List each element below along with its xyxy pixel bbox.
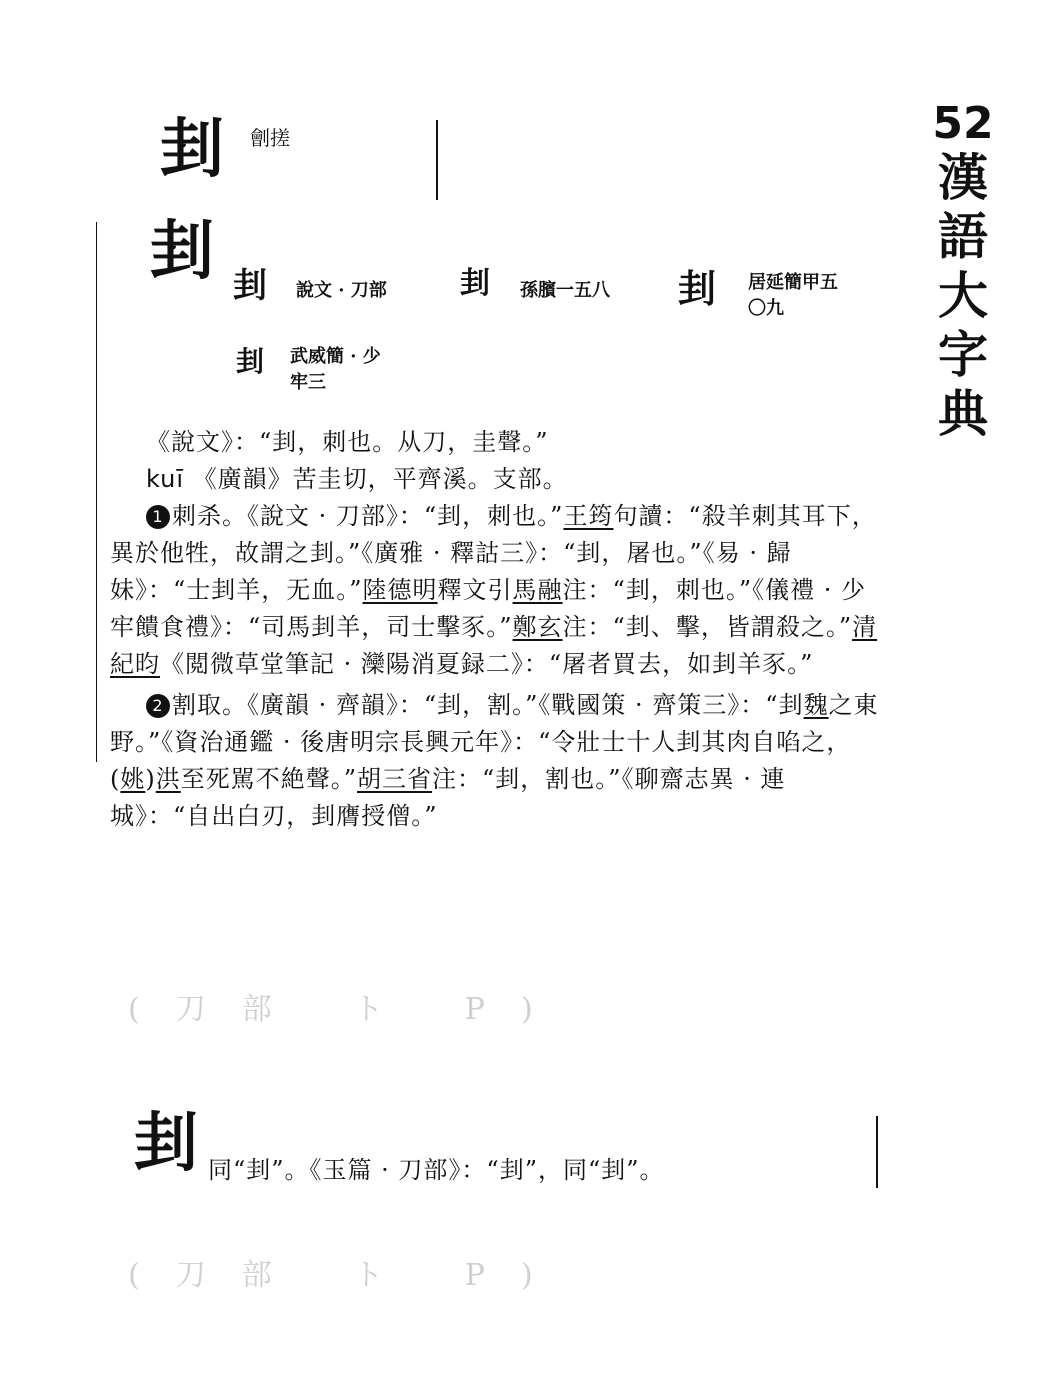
proper-name: 王筠 (563, 502, 614, 530)
sense-number-badge: 1 (146, 505, 170, 529)
historical-form-source: 牢三 (290, 372, 326, 393)
proper-name: 馬融 (512, 576, 563, 604)
sense-text: ) (145, 765, 156, 793)
sense-text: 釋文引 (437, 576, 513, 604)
entry3-definition: 同“刲”。《玉篇 · 刀部》：“刲”，同“刲”。 (208, 1156, 665, 1184)
book-title-char: 語 (938, 207, 988, 267)
historical-form-glyph: 刲 (236, 345, 263, 378)
proper-name: 清紀昀 (110, 613, 878, 678)
pinyin: kuī (146, 465, 185, 493)
shuowen-definition: 《說文》：“刲，刺也。从刀，圭聲。” (146, 428, 549, 456)
book-title-char: 字 (938, 325, 988, 385)
margin-rule (876, 1116, 878, 1188)
proper-name: 姚 (120, 765, 146, 793)
sense-text: 至死駡不絶聲。” (180, 765, 358, 793)
entry1-head-character: 刲 (160, 112, 224, 187)
book-title-char: 漢 (938, 148, 988, 208)
sense-text: 注：“刲，割也。”《聊齋志異 · 連城》：“自出白刃，刲膺授僧。” (110, 765, 786, 830)
proper-name: 胡三省 (357, 765, 433, 793)
sense-text: 注：“刲，刺也。”《儀禮 · 少牢饋食禮》：“司馬刲羊，司士擊豕。” (110, 576, 866, 641)
book-title-column (928, 100, 998, 443)
historical-form-source: 居延簡甲五 (748, 272, 838, 293)
book-title-char: 典 (938, 384, 988, 444)
entry2-body (110, 424, 880, 835)
book-title-char: 大 (938, 266, 988, 326)
sense-text: 句讀：“殺羊刺其耳下，異於他牲，故謂之刲。”《廣雅 · 釋詁三》：“刲，屠也。”《易 · 歸妹》：“士刲羊，无血。” (110, 502, 877, 604)
entry3-head-character: 刲 (134, 1106, 198, 1181)
proper-name: 陸德明 (362, 576, 438, 604)
sense-1 (110, 498, 880, 683)
historical-form-glyph: 刲 (233, 266, 265, 306)
margin-rule (96, 222, 97, 762)
guangyun-reading: 《廣韻》苦圭切，平齊溪。支部。 (192, 465, 568, 493)
sense-text: 《閲微草堂筆記 · 灤陽消夏録二》：“屠者買去，如刲羊豕。” (160, 650, 814, 678)
historical-form-glyph: 刲 (678, 266, 715, 311)
sense-text: 刺杀。《說文 · 刀部》：“刲，刺也。” (172, 502, 564, 530)
proper-name: 魏 (803, 691, 829, 719)
page-number: 52 (932, 98, 994, 149)
entry2-head-character: 刲 (150, 214, 214, 289)
faint-annotation: (刀部 ト P) (128, 1258, 569, 1293)
historical-form-source: 孫臏一五八 (520, 280, 610, 301)
sense-text: 之東野。”《資治通鑑 · 後唐明宗長興元年》：“令壯士十人刲其肉自啗之，( (110, 691, 879, 793)
sense-text: 注：“刲、擊，皆謂殺之。” (562, 613, 853, 641)
historical-form-source: 武威簡 · 少 (290, 346, 381, 367)
sense-2 (110, 687, 880, 835)
historical-form-source: 〇九 (748, 298, 784, 319)
faint-annotation: (刀部 ト P) (128, 992, 569, 1027)
margin-rule (436, 120, 438, 200)
sense-number-badge: 2 (146, 694, 170, 718)
proper-name: 洪 (155, 765, 181, 793)
proper-name: 鄭玄 (512, 613, 563, 641)
historical-form-glyph: 刲 (460, 266, 488, 301)
entry1-note: 劊搓 (250, 126, 290, 150)
pronunciation-line (110, 461, 880, 498)
historical-form-source: 說文 · 刀部 (296, 280, 387, 301)
sense-text: 割取。《廣韻 · 齊韻》：“刲，割。”《戰國策 · 齊策三》：“刲 (172, 691, 804, 719)
